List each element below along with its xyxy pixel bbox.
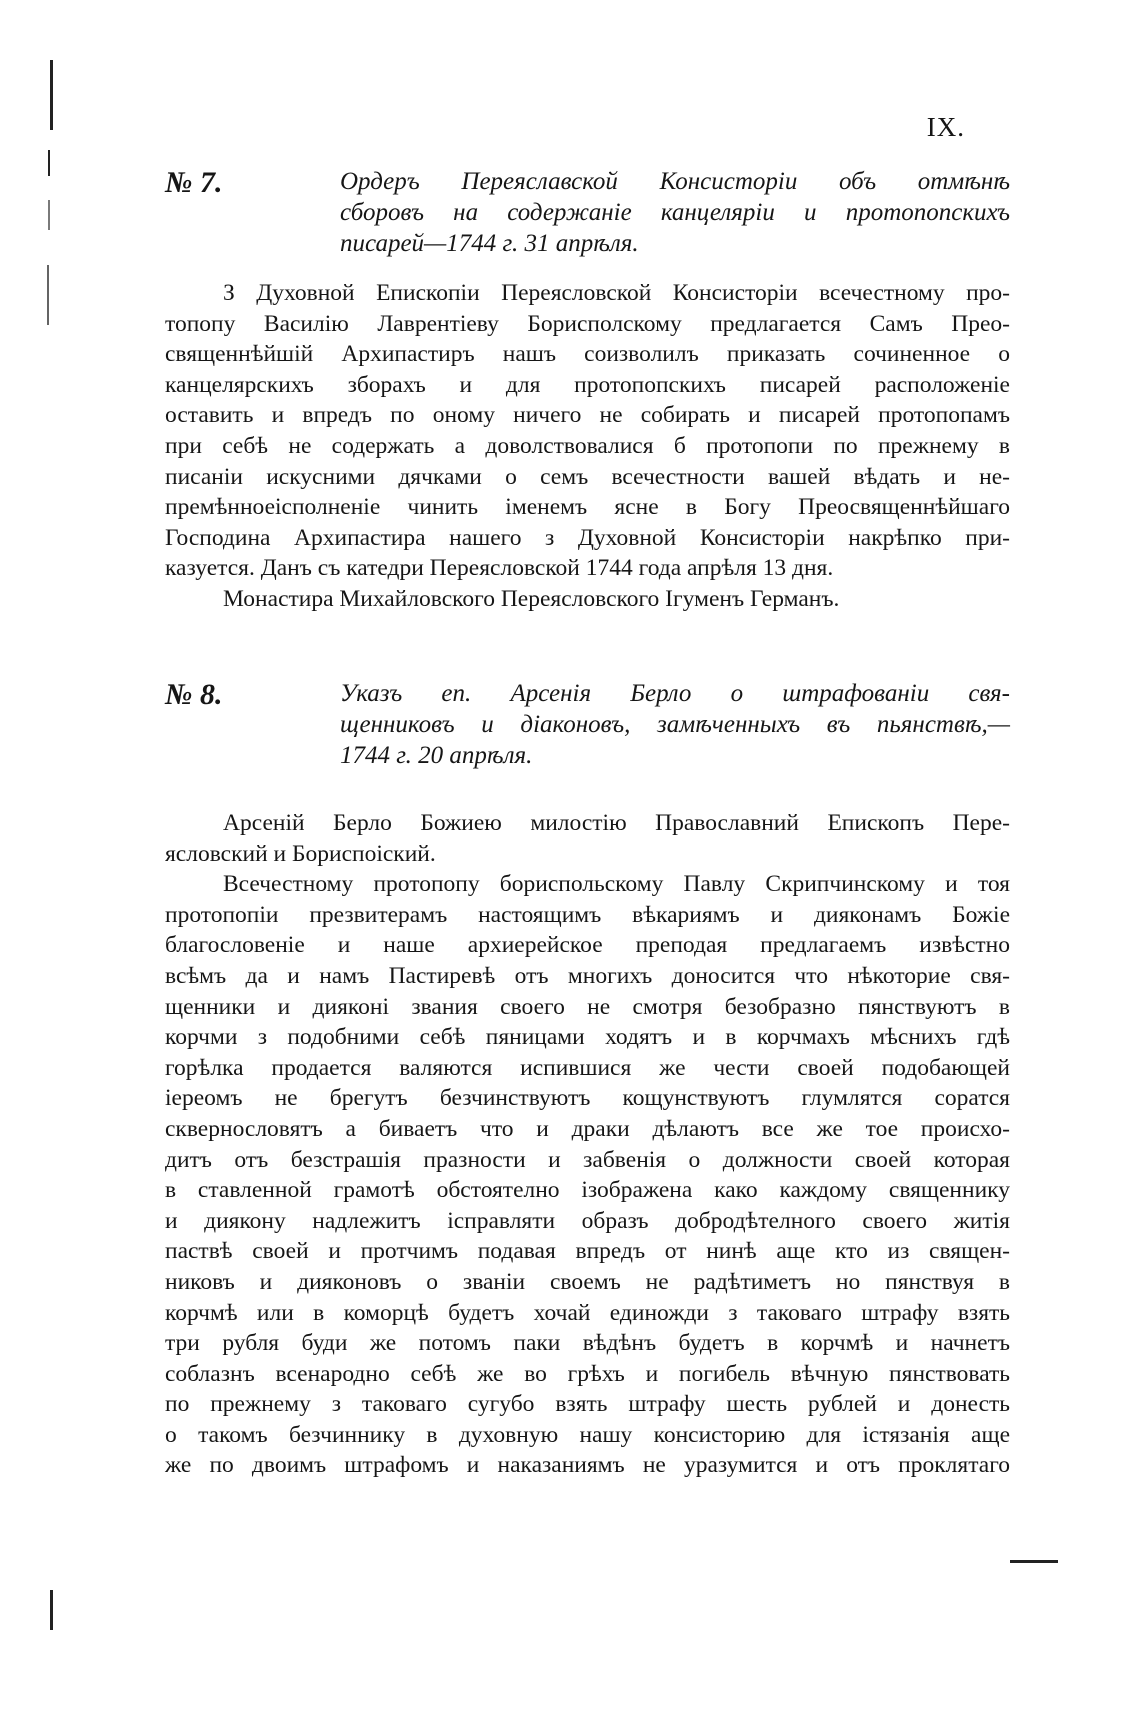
title-line: щенниковъ и діаконовъ, замѣченныхъ въ пьянствѣ,— xyxy=(340,711,1010,738)
page-number: IX. xyxy=(926,112,965,142)
scan-artifact xyxy=(48,200,50,230)
scan-artifact xyxy=(1010,1560,1058,1563)
document-7-body xyxy=(165,278,1010,615)
title-line: Указъ еп. Арсенія Берло о штрафованіи свя- xyxy=(340,680,1010,707)
body-line: и дияконy надлежитъ ісправляти образъ добродѣтелного своего житія xyxy=(165,1207,1010,1234)
body-line: сквернословятъ а биваетъ что и драки дѣлаютъ все же тое происхо- xyxy=(165,1115,1010,1142)
body-line: ясловский и Бориспоiский. xyxy=(165,840,436,867)
scan-artifact xyxy=(47,265,49,325)
title-line: Ордеръ Переяславской Консисторіи объ отмѣнѣ xyxy=(340,168,1010,195)
body-line: канцелярскихъ зборахъ и для протопопскихъ писарей расположеніе xyxy=(165,371,1010,398)
title-line: писарей—1744 г. 31 апрѣля. xyxy=(340,230,639,257)
body-line: Всечестному протопопу бориспольскому Павлу Скрипчинскому и тоя xyxy=(223,871,1010,898)
body-line: З Духовной Епископіи Переясловской Консисторіи всечестному про- xyxy=(223,280,1010,306)
scan-artifact xyxy=(50,1590,53,1630)
scan-artifact xyxy=(50,60,53,130)
document-7-signature: Монастира Михайловского Переясловского Ігуменъ Германъ. xyxy=(223,585,840,612)
body-line: священнѣйшій Архипастиръ нашъ соизволилъ приказать сочиненное о xyxy=(165,341,1010,368)
document-8-heading xyxy=(165,678,1010,798)
body-line: Господина Архипастира нашего з Духовной Консисторіи накрѣпко при- xyxy=(165,524,1010,551)
body-line: писаніи искусними дячками о семъ всечестности вашей вѣдать и не- xyxy=(165,463,1010,490)
document-8-number: № 8. xyxy=(165,678,223,711)
body-line: корчмѣ или в коморцѣ будетъ хочай единожди з таковаго штрафу взять xyxy=(165,1299,1010,1326)
body-line: соблазнъ всенародно себѣ же во грѣхъ и погибель вѣчную пянствовать xyxy=(165,1360,1010,1387)
title-line: 1744 г. 20 апрѣля. xyxy=(340,742,533,769)
body-line: благословеніе и наше архиерейское преподая предлагаемъ извѣстно xyxy=(165,932,1010,959)
body-line: паствѣ своей и протчимъ подавая впредъ от нинѣ аще кто из священ- xyxy=(165,1238,1010,1265)
body-line: премѣнноеісполненіе чинить іменемъ ясне в Богу Преосвященнѣйшаго xyxy=(165,494,1010,521)
body-line: оставить и впредъ по оному ничего не собирать и писарей протопопамъ xyxy=(165,402,1010,429)
body-line: дитъ отъ безстрашія празности и забвенія о должности своей которая xyxy=(165,1146,1010,1173)
body-line: в ставленной грамотѣ обстоятелно ізображена како каждому священнику xyxy=(165,1177,1010,1204)
body-line: іереомъ не брегутъ безчинствуютъ кощунствуютъ глумлятся соратся xyxy=(165,1085,1010,1112)
document-7-heading xyxy=(165,166,1010,286)
body-line: казуется. Данъ съ катедри Переясловской 1744 года апрѣля 13 дня. xyxy=(165,555,834,582)
body-line: топопу Василію Лаврентіеву Борисполскому предлагается Самъ Прео- xyxy=(165,310,1010,337)
body-line: горѣлка продается валяются испившися же чести своей подобающей xyxy=(165,1054,1010,1081)
body-line: три рубля буди же потомъ паки вѣдѣнъ будетъ в корчмѣ и начнетъ xyxy=(165,1330,1010,1357)
body-line: протопопіи презвитерамъ настоящимъ вѣкариямъ и дияконамъ Божіе xyxy=(165,901,1010,928)
document-7-number: № 7. xyxy=(165,166,223,199)
body-line: по прежнему з таковаго сугубо взять штрафу шесть рублей и донесть xyxy=(165,1391,1010,1418)
body-line: о такомъ безчиннику в духовную нашу консисторию для істязанія аще xyxy=(165,1421,1010,1448)
scan-artifact xyxy=(48,150,50,176)
body-line: же по двоимъ штрафомъ и наказаниямъ не уразумится и отъ проклятаго xyxy=(165,1452,1010,1479)
document-7-title xyxy=(340,166,1010,259)
document-8-title xyxy=(340,678,1010,771)
title-line: сборовъ на содержаніе канцеляріи и протопопскихъ xyxy=(340,199,1010,226)
body-line: всѣмъ да и намъ Пастиревѣ отъ многихъ доносится что нѣкоторие свя- xyxy=(165,962,1010,989)
document-7 xyxy=(165,166,1010,286)
body-line: при себѣ не содержать а доволствовалися б протопопи по прежнему в xyxy=(165,432,1010,459)
body-line: никовъ и дияконовъ о званіи своемъ не радѣтиметъ но пянствуя в xyxy=(165,1268,1010,1295)
body-line: корчми з подобними себѣ пяницами ходятъ и в корчмахъ мѣснихъ гдѣ xyxy=(165,1024,1010,1051)
document-8-body xyxy=(165,808,1010,1481)
body-line: Арсеній Берло Божиею милостію Православний Епископъ Пере- xyxy=(223,810,1010,836)
body-line: щенники и дияконі звания своего не смотря безобразно пянствуютъ в xyxy=(165,993,1010,1020)
document-8 xyxy=(165,678,1010,798)
